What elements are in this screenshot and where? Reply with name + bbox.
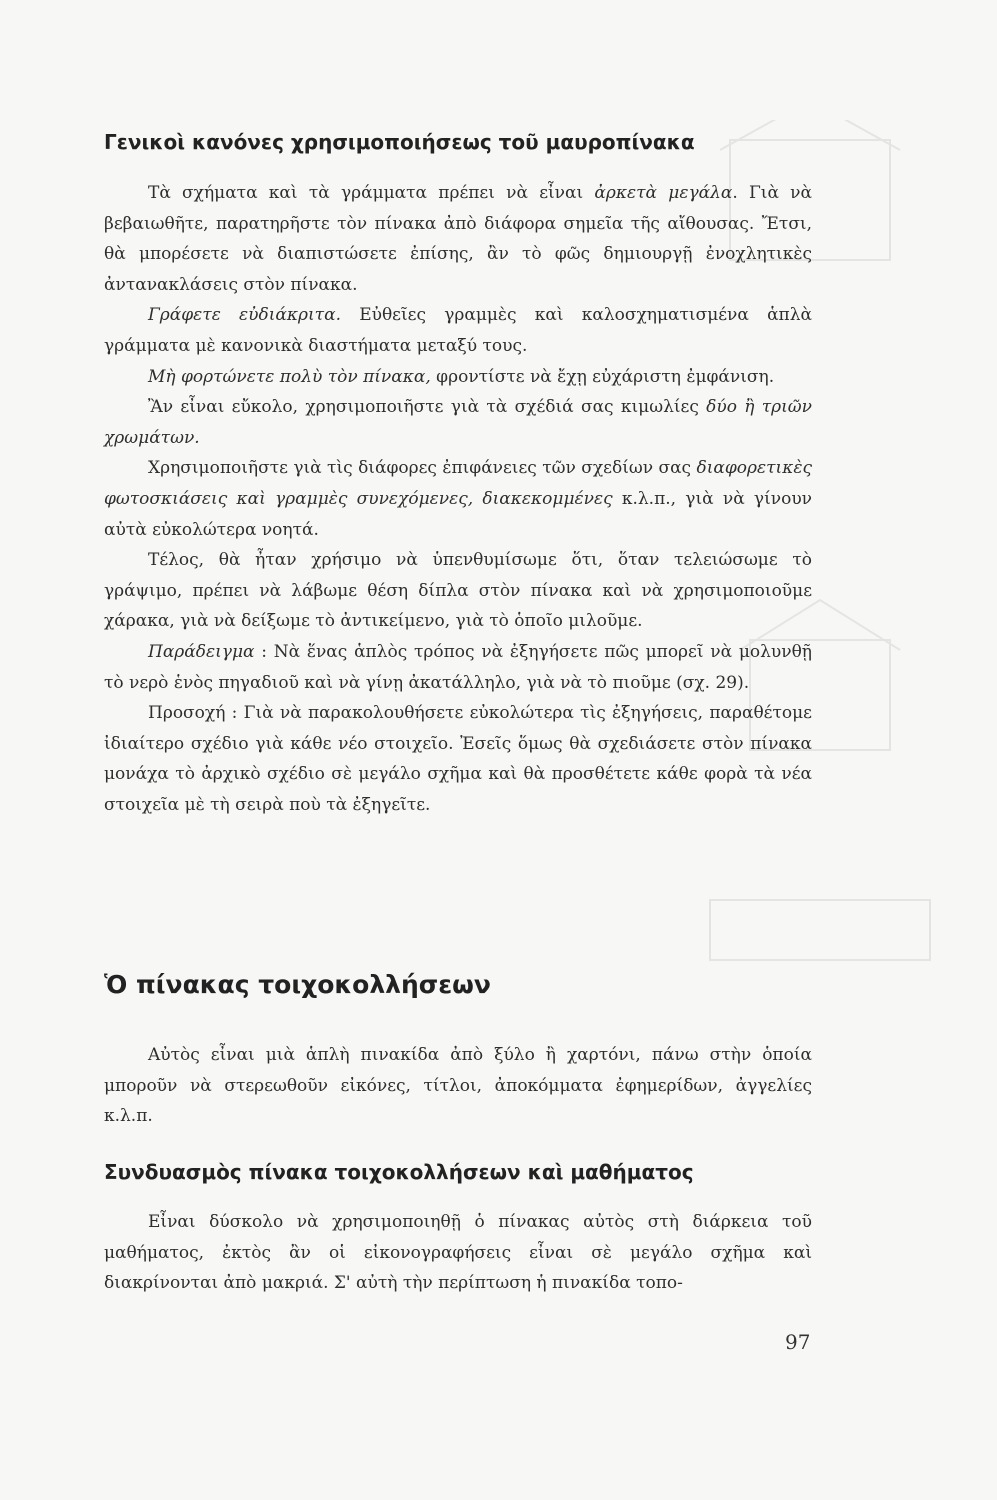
paragraph: Αὐτὸς εἶναι μιὰ ἁπλὴ πινακίδα ἀπὸ ξύλο ἢ χαρτόνι, πάνω στὴν ὁποία μποροῦν νὰ στερεωθοῦν εἰκόνες, τίτλοι, ἀποκόμματα ἐφημερίδων, ἀγγελίες κ.λ.π. [104,1045,812,1127]
section-body [104,1040,812,1132]
paragraph: Ἂν εἶναι εὔκολο, χρησιμοποιῆστε γιὰ τὰ σχέδιά σας κιμωλίες δύο ἢ τριῶν χρωμάτων. [104,397,812,448]
paragraph: Παράδειγμα : Νὰ ἕνας ἁπλὸς τρόπος νὰ ἐξηγήσετε πῶς μπορεῖ νὰ μολυνθῇ τὸ νερὸ ἑνὸς πηγαδιοῦ καὶ νὰ γίνῃ ἀκατάλληλο, γιὰ νὰ τὸ πιοῦμε (σχ. 29). [104,641,812,693]
section-body [104,178,812,820]
paragraph: Τέλος, θὰ ἦταν χρήσιμο νὰ ὑπενθυμίσωμε ὅτι, ὅταν τελειώσωμε τὸ γράψιμο, πρέπει νὰ λάβωμε θέση δίπλα στὸν πίνακα καὶ νὰ χρησιμοποιοῦμε χάρακα, γιὰ νὰ δείξωμε τὸ ἀντικείμενο, γιὰ τὸ ὁποῖο μιλοῦμε. [104,550,812,632]
section-heading: Ὁ πίνακας τοιχοκολλήσεων [104,970,491,999]
paragraph: Μὴ φορτώνετε πολὺ τὸν πίνακα, φροντίστε νὰ ἔχῃ εὐχάριστη ἐμφάνιση. [148,366,775,387]
section-body [104,1207,812,1299]
section-heading: Γενικοὶ κανόνες χρησιμοποιήσεως τοῦ μαυροπίνακα [104,130,695,154]
page-number: 97 [785,1330,811,1354]
paragraph: Τὰ σχήματα καὶ τὰ γράμματα πρέπει νὰ εἶναι ἀρκετὰ μεγάλα. Γιὰ νὰ βεβαιωθῆτε, παρατηρῆστε τὸν πίνακα ἀπὸ διάφορα σημεῖα τῆς αἴθουσας. Ἔτσι, θὰ μπορέσετε νὰ διαπιστώσετε ἐπίσης, ἂν τὸ φῶς δημιουργῇ ἐνοχλητικὲς ἀντανακλάσεις στὸν πίνακα. [104,183,812,295]
section-heading: Συνδυασμὸς πίνακα τοιχοκολλήσεων καὶ μαθήματος [104,1160,694,1184]
paragraph: Προσοχή : Γιὰ νὰ παρακολουθήσετε εὐκολώτερα τὶς ἐξηγήσεις, παραθέτομε ἰδιαίτερο σχέδιο γιὰ κάθε νέο στοιχεῖο. Ἐσεῖς ὅμως θὰ σχεδιάσετε στὸν πίνακα μονάχα τὸ ἀρχικὸ σχέδιο σὲ μεγάλο σχῆμα καὶ θὰ προσθέτετε κάθε φορὰ τὰ νέα στοιχεῖα μὲ τὴ σειρὰ ποὺ τὰ ἐξηγεῖτε. [104,703,812,815]
paragraph: Χρησιμοποιῆστε γιὰ τὶς διάφορες ἐπιφάνειες τῶν σχεδίων σας διαφορετικὲς φωτοσκιάσεις καὶ γραμμὲς συνεχόμενες, διακεκομμένες κ.λ.π., γιὰ νὰ γίνουν αὐτὰ εὐκολώτερα νοητά. [104,458,812,540]
paragraph: Γράφετε εὐδιάκριτα. Εὐθεῖες γραμμὲς καὶ καλοσχηματισμένα ἁπλὰ γράμματα μὲ κανονικὰ διαστήματα μεταξύ τους. [104,305,812,356]
paragraph: Εἶναι δύσκολο νὰ χρησιμοποιηθῇ ὁ πίνακας αὐτὸς στὴ διάρκεια τοῦ μαθήματος, ἐκτὸς ἂν οἱ εἰκονογραφήσεις εἶναι σὲ μεγάλο σχῆμα καὶ διακρίνονται ἀπὸ μακριά. Σ' αὐτὴ τὴν περίπτωση ἡ πινακίδα τοπο- [104,1212,812,1294]
